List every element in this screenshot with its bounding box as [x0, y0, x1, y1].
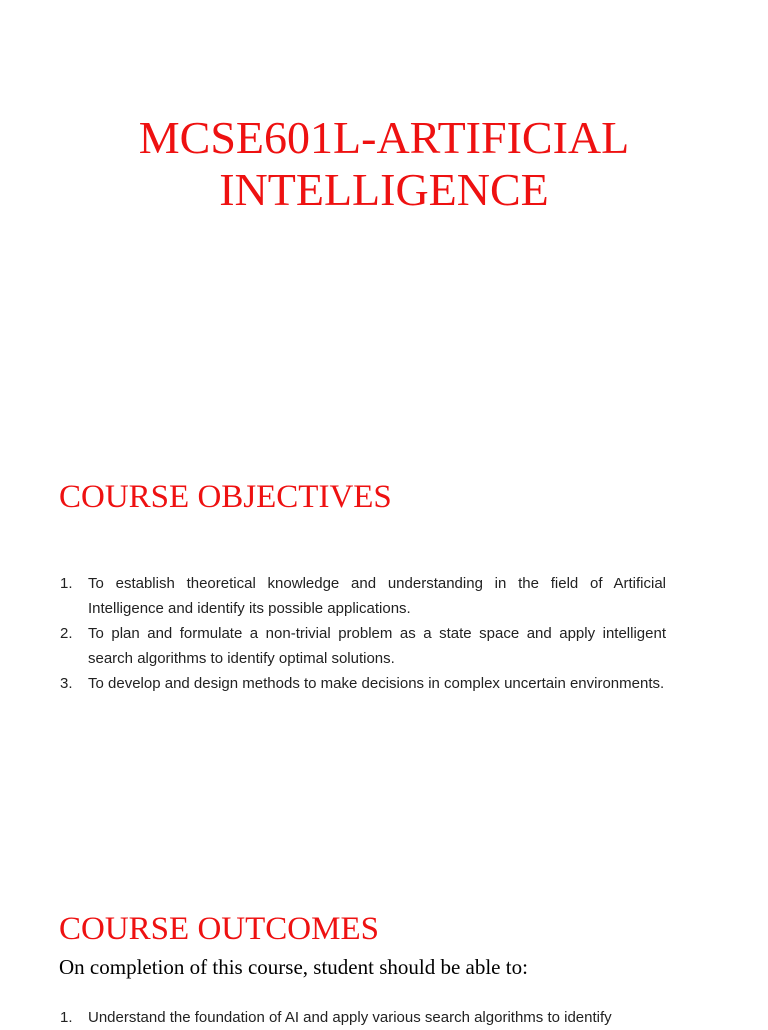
list-item-text: To establish theoretical knowledge and understanding in the field of Artificial Intelligence and identify its possible applications.	[88, 575, 666, 617]
list-item	[60, 1005, 666, 1030]
course-objectives-heading: COURSE OBJECTIVES	[59, 479, 392, 515]
list-item	[60, 671, 666, 696]
course-title-line-1: MCSE601L-ARTIFICIAL	[138, 112, 630, 163]
list-item	[60, 621, 666, 671]
list-item-number: 3.	[60, 675, 73, 692]
list-item-number: 1.	[60, 1009, 73, 1026]
list-item-number: 2.	[60, 625, 73, 642]
course-outcomes-intro: On completion of this course, student should be able to:	[59, 955, 528, 979]
list-item-text: To develop and design methods to make decisions in complex uncertain environments.	[88, 675, 665, 692]
list-item-text: Understand the foundation of AI and apply various search algorithms to identify	[88, 1009, 612, 1026]
course-title-line-2: INTELLIGENCE	[219, 164, 549, 215]
course-title	[0, 112, 768, 216]
course-objectives-list	[60, 571, 666, 696]
list-item-number: 1.	[60, 575, 73, 592]
course-outcomes-list	[60, 1005, 666, 1030]
list-item	[60, 571, 666, 621]
list-item-text: To plan and formulate a non-trivial problem as a state space and apply intelligent search algorithms to identify optimal solutions.	[88, 625, 666, 667]
course-outcomes-heading: COURSE OUTCOMES	[59, 911, 379, 947]
